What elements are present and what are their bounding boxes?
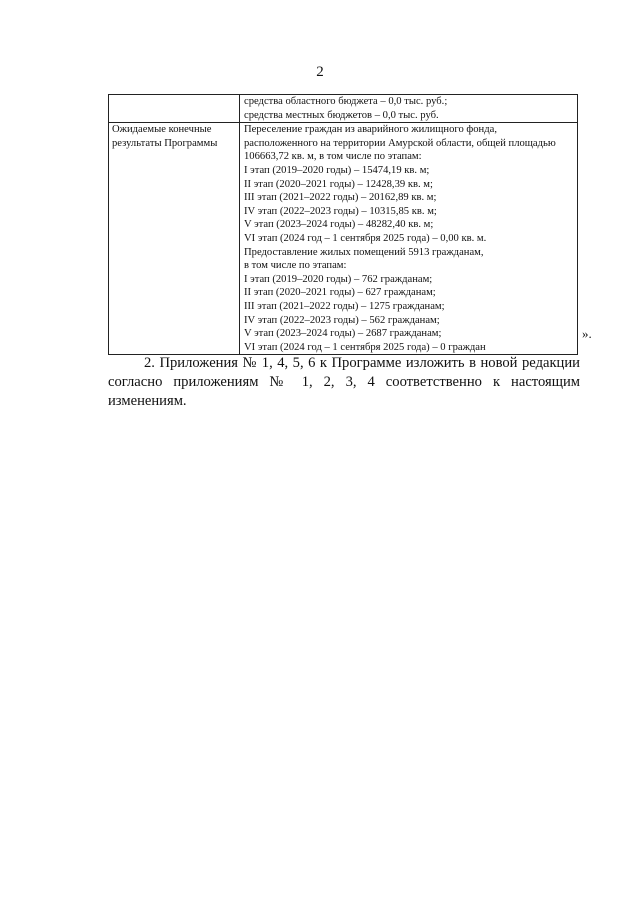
result-line: расположенного на территории Амурской области, общей площадью (244, 137, 556, 149)
result-line: III этап (2021–2022 годы) – 1275 гражданам; (244, 300, 445, 312)
result-line: V этап (2023–2024 годы) – 2687 гражданам; (244, 328, 442, 340)
result-line: IV этап (2022–2023 годы) – 10315,85 кв. м; (244, 205, 437, 217)
result-line: Переселение граждан из аварийного жилищного фонда, (244, 124, 497, 136)
program-passport-table (108, 94, 578, 355)
result-line: II этап (2020–2021 годы) – 627 гражданам; (244, 287, 436, 299)
result-line: I этап (2019–2020 годы) – 762 гражданам; (244, 273, 433, 285)
label-line: Ожидаемые конечные (112, 124, 212, 136)
result-line: Предоставление жилых помещений 5913 гражданам, (244, 246, 484, 258)
funding-line: средства местных бюджетов – 0,0 тыс. руб. (244, 109, 439, 121)
result-line: III этап (2021–2022 годы) – 20162,89 кв. м; (244, 192, 437, 204)
table-row-expected-results (109, 123, 578, 355)
result-line: VI этап (2024 год – 1 сентября 2025 года) – 0,00 кв. м. (244, 232, 487, 244)
result-line: 106663,72 кв. м, в том числе по этапам: (244, 151, 422, 163)
result-line: в том числе по этапам: (244, 260, 347, 272)
row-label-cell (109, 95, 240, 123)
result-line: IV этап (2022–2023 годы) – 562 гражданам; (244, 314, 440, 326)
label-line: результаты Программы (112, 137, 218, 149)
funding-line: средства областного бюджета – 0,0 тыс. руб.; (244, 96, 448, 107)
amendment-paragraph: 2. Приложения № 1, 4, 5, 6 к Программе изложить в новой редакции согласно приложениям № 1, 2, 3, 4 соответственно к настоящим изменениям. (108, 355, 580, 409)
result-line: V этап (2023–2024 годы) – 48282,40 кв. м; (244, 219, 434, 231)
result-line: II этап (2020–2021 годы) – 12428,39 кв. м; (244, 178, 433, 190)
expected-results-label-cell (109, 123, 240, 355)
funding-value-cell (240, 95, 578, 123)
expected-results-value-cell (240, 123, 578, 355)
result-line: I этап (2019–2020 годы) – 15474,19 кв. м; (244, 164, 430, 176)
page-number: 2 (316, 64, 324, 80)
table-row-funding (109, 95, 578, 123)
closing-quote: ». (582, 326, 592, 341)
result-line: VI этап (2024 год – 1 сентября 2025 года) – 0 граждан (244, 341, 486, 353)
